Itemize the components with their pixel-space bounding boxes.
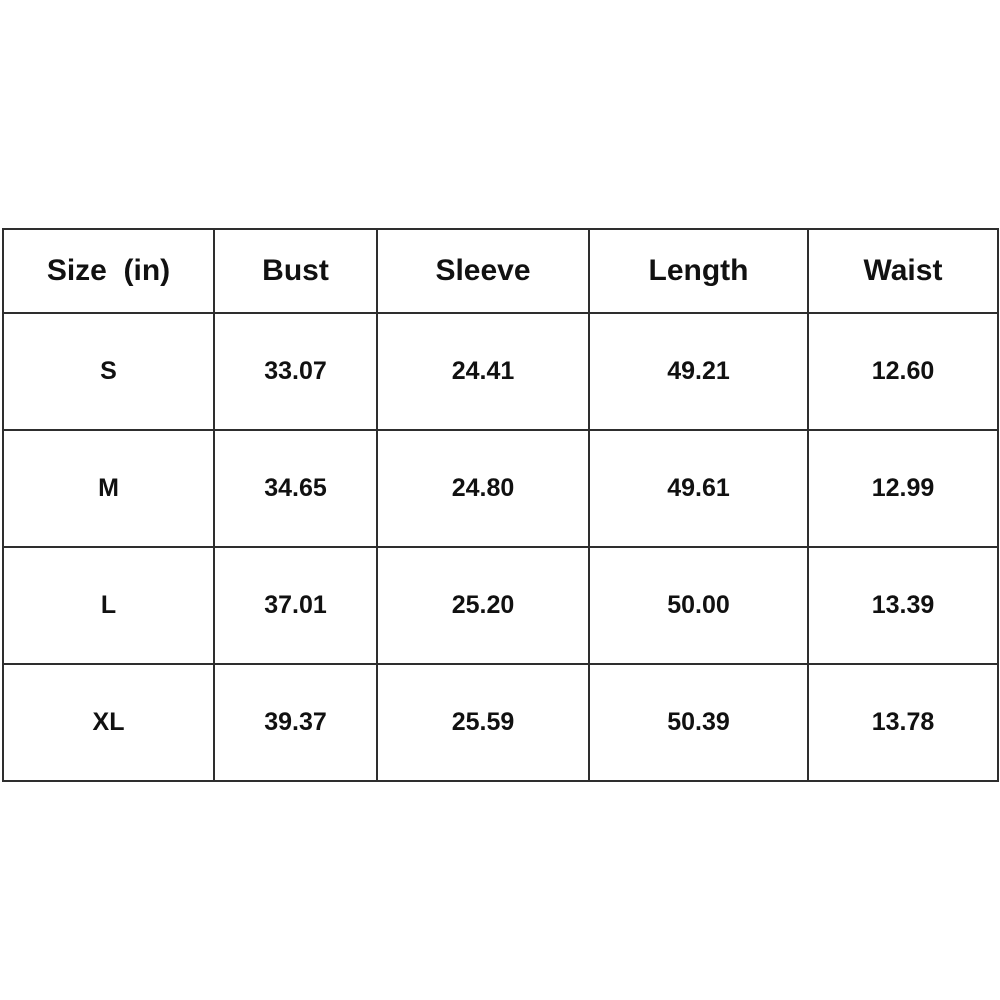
cell-bust: 34.65 xyxy=(214,430,377,547)
cell-sleeve: 25.20 xyxy=(377,547,589,664)
cell-bust: 33.07 xyxy=(214,313,377,430)
cell-sleeve: 24.41 xyxy=(377,313,589,430)
column-header-waist: Waist xyxy=(808,229,998,313)
cell-sleeve: 25.59 xyxy=(377,664,589,781)
table-row-xl xyxy=(3,664,998,781)
cell-waist: 12.99 xyxy=(808,430,998,547)
cell-length: 50.00 xyxy=(589,547,808,664)
cell-size-label: XL xyxy=(3,664,214,781)
column-header-size: Size (in) xyxy=(3,229,214,313)
cell-bust: 39.37 xyxy=(214,664,377,781)
column-header-bust: Bust xyxy=(214,229,377,313)
cell-size-label: S xyxy=(3,313,214,430)
cell-sleeve: 24.80 xyxy=(377,430,589,547)
table-row-l xyxy=(3,547,998,664)
cell-size-label: M xyxy=(3,430,214,547)
cell-bust: 37.01 xyxy=(214,547,377,664)
table-row-m xyxy=(3,430,998,547)
header-row xyxy=(3,229,998,313)
cell-length: 50.39 xyxy=(589,664,808,781)
column-header-length: Length xyxy=(589,229,808,313)
cell-length: 49.21 xyxy=(589,313,808,430)
table-row-s xyxy=(3,313,998,430)
column-header-sleeve: Sleeve xyxy=(377,229,589,313)
cell-waist: 13.78 xyxy=(808,664,998,781)
cell-length: 49.61 xyxy=(589,430,808,547)
size-chart-table xyxy=(2,228,999,782)
cell-waist: 13.39 xyxy=(808,547,998,664)
cell-size-label: L xyxy=(3,547,214,664)
cell-waist: 12.60 xyxy=(808,313,998,430)
